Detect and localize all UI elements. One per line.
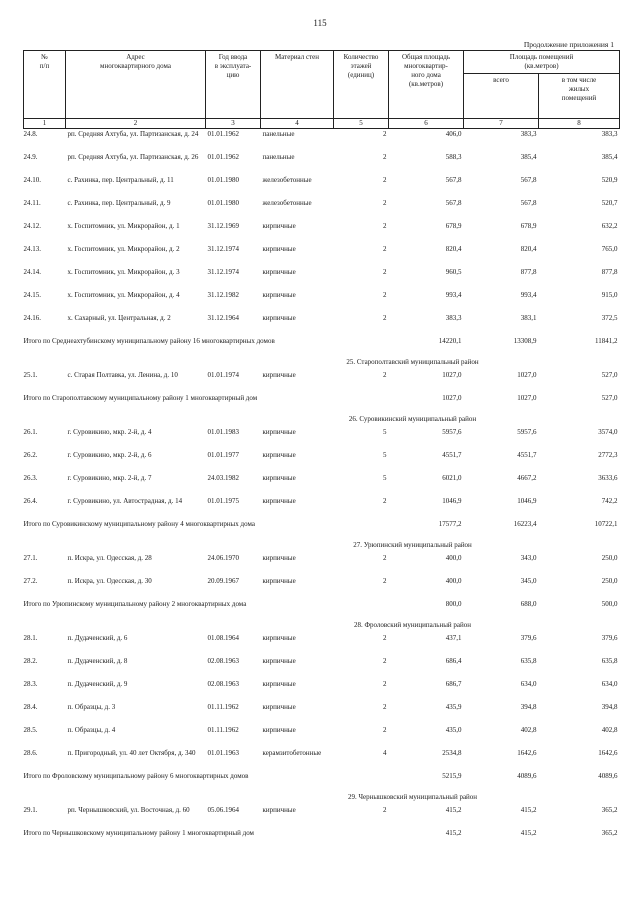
total-area-cell: 14220,1 (438, 337, 462, 345)
total-row (24, 519, 620, 541)
premises-all-cell: 385,4 (520, 153, 537, 161)
living-area-cell: 527,0 (601, 394, 618, 402)
wall-material-cell: кирпичные (262, 474, 296, 482)
premises-all-cell: 383,3 (520, 130, 537, 138)
total-area-cell: 1046,9 (442, 497, 462, 505)
total-area-cell: 406,0 (445, 130, 462, 138)
premises-all-cell: 877,8 (520, 268, 537, 276)
wall-material-cell: кирпичные (262, 314, 296, 322)
year-cell: 02.08.1963 (207, 680, 239, 688)
floors-cell: 2 (383, 554, 387, 562)
wall-material-cell: кирпичные (262, 680, 296, 688)
address-cell: х. Госпитомник, ул. Микрорайон, д. 4 (67, 291, 180, 299)
premises-all-cell: 1027,0 (517, 394, 537, 402)
total-area-cell: 2534,8 (442, 749, 462, 757)
section-title: 26. Суровикинский муниципальный район (348, 415, 477, 423)
empty-cell (334, 771, 389, 793)
total-area-cell: 17577,2 (438, 520, 462, 528)
table-row (24, 427, 620, 450)
row-number: 24.16. (23, 314, 41, 322)
premises-all-cell: 678,9 (520, 222, 537, 230)
total-area-cell: 588,3 (445, 153, 462, 161)
premises-all-cell: 634,0 (520, 680, 537, 688)
premises-all-cell: 415,2 (520, 829, 537, 837)
floors-cell: 4 (383, 749, 387, 757)
address-cell: х. Госпитомник, ул. Микрорайон, д. 1 (67, 222, 180, 230)
premises-all-cell: 402,8 (520, 726, 537, 734)
header-text: Адрес многоквартирного дома (100, 53, 171, 70)
wall-material-cell: кирпичные (262, 726, 296, 734)
header-total-area (389, 51, 464, 119)
row-number: 24.12. (23, 222, 41, 230)
living-area-cell: 632,2 (601, 222, 618, 230)
total-area-cell: 1027,0 (442, 371, 462, 379)
year-cell: 01.01.1962 (207, 153, 239, 161)
address-cell: п. Искра, ул. Одесская, д. 28 (67, 554, 152, 562)
empty-cell (24, 793, 206, 805)
section-title-row (24, 358, 620, 370)
table-row (24, 553, 620, 576)
total-label: Итого по Старополтавскому муниципальному району 1 многоквартирный дом (23, 394, 258, 402)
column-number: 4 (261, 119, 334, 129)
living-area-cell: 742,2 (601, 497, 618, 505)
living-area-cell: 877,8 (601, 268, 618, 276)
total-area-cell: 686,7 (445, 680, 462, 688)
table-row (24, 175, 620, 198)
table-row (24, 221, 620, 244)
row-number: 24.10. (23, 176, 41, 184)
address-cell: п. Образцы, д. 4 (67, 726, 116, 734)
column-number: 8 (539, 119, 620, 129)
living-area-cell: 250,0 (601, 554, 618, 562)
floors-cell: 2 (383, 153, 387, 161)
table-row (24, 633, 620, 656)
floors-cell: 2 (383, 291, 387, 299)
total-area-cell: 6021,0 (442, 474, 462, 482)
page-number: 115 (313, 18, 327, 28)
empty-cell (24, 358, 206, 370)
premises-all-cell: 379,6 (520, 634, 537, 642)
row-number: 29.1. (23, 806, 38, 814)
address-cell: рп. Средняя Ахтуба, ул. Партизанская, д. 24 (67, 130, 199, 138)
row-number: 24.9. (23, 153, 38, 161)
year-cell: 01.01.1983 (207, 428, 239, 436)
address-cell: с. Рахинка, пер. Центральный, д. 9 (67, 199, 171, 207)
floors-cell: 2 (383, 314, 387, 322)
wall-material-cell: кирпичные (262, 222, 296, 230)
section-title: 25. Старополтавский муниципальный район (346, 358, 479, 366)
year-cell: 31.12.1974 (207, 245, 239, 253)
total-label: Итого по Чернышковскому муниципальному району 1 многоквартирный дом (23, 829, 254, 837)
address-cell: х. Госпитомник, ул. Микрорайон, д. 2 (67, 245, 180, 253)
year-cell: 01.11.1962 (207, 703, 239, 711)
total-area-cell: 678,9 (445, 222, 462, 230)
total-area-cell: 993,4 (445, 291, 462, 299)
total-row (24, 828, 620, 850)
column-number: 6 (389, 119, 464, 129)
total-area-cell: 5957,6 (442, 428, 462, 436)
wall-material-cell: кирпичные (262, 268, 296, 276)
total-label: Итого по Суровикинскому муниципальному району 4 многоквартирных дома (23, 520, 255, 528)
living-area-cell: 379,6 (601, 634, 618, 642)
header-text: всего (493, 76, 509, 84)
row-number: 28.6. (23, 749, 38, 757)
address-cell: п. Искра, ул. Одесская, д. 30 (67, 577, 152, 585)
floors-cell: 5 (383, 428, 387, 436)
row-number: 26.4. (23, 497, 38, 505)
header-text: Площадь помещений (кв.метров) (509, 53, 574, 70)
empty-cell (334, 519, 389, 541)
total-area-cell: 686,4 (445, 657, 462, 665)
premises-all-cell: 394,8 (520, 703, 537, 711)
year-cell: 05.06.1964 (207, 806, 239, 814)
header-premises-area (464, 51, 620, 74)
section-title-row (24, 415, 620, 427)
floors-cell: 2 (383, 176, 387, 184)
table-row (24, 725, 620, 748)
table-row (24, 748, 620, 771)
living-area-cell: 383,3 (601, 130, 618, 138)
address-cell: х. Госпитомник, ул. Микрорайон, д. 3 (67, 268, 180, 276)
premises-all-cell: 1046,9 (517, 497, 537, 505)
premises-all-cell: 688,0 (520, 600, 537, 608)
column-number: 3 (206, 119, 261, 129)
table-header (24, 51, 620, 129)
address-cell: рп. Чернышковский, ул. Восточная, д. 60 (67, 806, 190, 814)
header-wall (261, 51, 334, 119)
row-number: 27.2. (23, 577, 38, 585)
wall-material-cell: железобетонные (262, 199, 312, 207)
column-number: 5 (334, 119, 389, 129)
table-row (24, 496, 620, 519)
total-area-cell: 5215,9 (442, 772, 462, 780)
living-area-cell: 11841,2 (595, 337, 618, 345)
premises-all-cell: 5957,6 (517, 428, 537, 436)
table-row (24, 244, 620, 267)
header-living (539, 74, 620, 119)
table-row (24, 370, 620, 393)
table-row (24, 313, 620, 336)
floors-cell: 5 (383, 474, 387, 482)
wall-material-cell: кирпичные (262, 428, 296, 436)
header-text: Год ввода в эксплуата- цию (214, 53, 252, 79)
premises-all-cell: 4667,2 (517, 474, 537, 482)
year-cell: 01.01.1975 (207, 497, 239, 505)
living-area-cell: 635,8 (601, 657, 618, 665)
header-text: Количество этажей (единиц) (343, 53, 379, 79)
total-area-cell: 567,8 (445, 199, 462, 207)
row-number: 27.1. (23, 554, 38, 562)
living-area-cell: 520,7 (601, 199, 618, 207)
header-num (24, 51, 66, 119)
table-row (24, 450, 620, 473)
total-row (24, 393, 620, 415)
row-number: 24.8. (23, 130, 38, 138)
total-area-cell: 400,0 (445, 577, 462, 585)
year-cell: 31.12.1974 (207, 268, 239, 276)
continuation-label: Продолжение приложения 1 (523, 40, 614, 49)
table-row (24, 129, 620, 153)
living-area-cell: 520,9 (601, 176, 618, 184)
year-cell: 01.01.1963 (207, 749, 239, 757)
total-label: Итого по Среднеахтубинскому муниципальному району 16 многоквартирных домов (23, 337, 275, 345)
living-area-cell: 372,5 (601, 314, 618, 322)
header-year (206, 51, 261, 119)
floors-cell: 2 (383, 726, 387, 734)
row-number: 26.1. (23, 428, 38, 436)
table-row (24, 198, 620, 221)
living-area-cell: 634,0 (601, 680, 618, 688)
total-label: Итого по Урюпинскому муниципальному району 2 многоквартирных дома (23, 600, 247, 608)
premises-all-cell: 383,1 (520, 314, 537, 322)
premises-all-cell: 1027,0 (517, 371, 537, 379)
wall-material-cell: кирпичные (262, 577, 296, 585)
total-row (24, 336, 620, 358)
floors-cell: 2 (383, 245, 387, 253)
wall-material-cell: кирпичные (262, 245, 296, 253)
header-text: Общая площадь многоквартир- ного дома (кв.метров) (401, 53, 451, 88)
premises-all-cell: 16223,4 (513, 520, 537, 528)
premises-all-cell: 13308,9 (513, 337, 537, 345)
premises-all-cell: 993,4 (520, 291, 537, 299)
total-area-cell: 820,4 (445, 245, 462, 253)
living-area-cell: 3633,6 (598, 474, 618, 482)
row-number: 26.2. (23, 451, 38, 459)
section-title-row (24, 793, 620, 805)
year-cell: 24.06.1970 (207, 554, 239, 562)
living-area-cell: 500,0 (601, 600, 618, 608)
header-text: № п/п (39, 53, 50, 70)
table-body (24, 129, 620, 851)
total-area-cell: 4551,7 (442, 451, 462, 459)
living-area-cell: 365,2 (601, 806, 618, 814)
wall-material-cell: кирпичные (262, 451, 296, 459)
year-cell: 02.08.1963 (207, 657, 239, 665)
total-area-cell: 1027,0 (442, 394, 462, 402)
year-cell: 31.12.1964 (207, 314, 239, 322)
year-cell: 01.01.1980 (207, 199, 239, 207)
table-row (24, 805, 620, 828)
empty-cell (334, 336, 389, 358)
year-cell: 31.12.1969 (207, 222, 239, 230)
year-cell: 24.03.1982 (207, 474, 239, 482)
wall-material-cell: кирпичные (262, 291, 296, 299)
section-title: 29. Чернышковский муниципальный район (347, 793, 478, 801)
premises-all-cell: 343,0 (520, 554, 537, 562)
year-cell: 01.01.1974 (207, 371, 239, 379)
empty-cell (24, 541, 206, 553)
living-area-cell: 385,4 (601, 153, 618, 161)
address-cell: с. Старая Полтавка, ул. Ленина, д. 10 (67, 371, 178, 379)
section-title: 27. Урюпинский муниципальный район (353, 541, 472, 549)
floors-cell: 2 (383, 657, 387, 665)
year-cell: 01.01.1962 (207, 130, 239, 138)
empty-cell (24, 621, 206, 633)
row-number: 28.3. (23, 680, 38, 688)
total-row (24, 599, 620, 621)
table-row (24, 267, 620, 290)
table-row (24, 702, 620, 725)
floors-cell: 2 (383, 199, 387, 207)
address-cell: г. Суровикино, ул. Автострадная, д. 14 (67, 497, 183, 505)
year-cell: 01.08.1964 (207, 634, 239, 642)
wall-material-cell: кирпичные (262, 371, 296, 379)
living-area-cell: 4089,6 (598, 772, 618, 780)
row-number: 24.14. (23, 268, 41, 276)
premises-all-cell: 567,8 (520, 199, 537, 207)
year-cell: 31.12.1982 (207, 291, 239, 299)
column-number: 7 (464, 119, 539, 129)
floors-cell: 2 (383, 577, 387, 585)
row-number: 24.11. (23, 199, 41, 207)
premises-all-cell: 635,8 (520, 657, 537, 665)
table-row (24, 576, 620, 599)
column-number: 1 (24, 119, 66, 129)
table-row (24, 152, 620, 175)
premises-all-cell: 4089,6 (517, 772, 537, 780)
total-area-cell: 415,2 (445, 829, 462, 837)
total-area-cell: 415,2 (445, 806, 462, 814)
table-row (24, 473, 620, 496)
empty-cell (24, 415, 206, 427)
total-area-cell: 567,8 (445, 176, 462, 184)
wall-material-cell: кирпичные (262, 497, 296, 505)
section-title: 28. Фроловский муниципальный район (353, 621, 471, 629)
wall-material-cell: кирпичные (262, 703, 296, 711)
year-cell: 01.01.1977 (207, 451, 239, 459)
empty-cell (334, 393, 389, 415)
wall-material-cell: кирпичные (262, 554, 296, 562)
premises-all-cell: 4551,7 (517, 451, 537, 459)
floors-cell: 2 (383, 806, 387, 814)
address-cell: п. Дудаченский, д. 6 (67, 634, 128, 642)
total-area-cell: 437,1 (445, 634, 462, 642)
wall-material-cell: кирпичные (262, 634, 296, 642)
row-number: 28.5. (23, 726, 38, 734)
total-area-cell: 800,0 (445, 600, 462, 608)
living-area-cell: 527,0 (601, 371, 618, 379)
premises-all-cell: 415,2 (520, 806, 537, 814)
row-number: 24.13. (23, 245, 41, 253)
wall-material-cell: кирпичные (262, 657, 296, 665)
row-number: 24.15. (23, 291, 41, 299)
address-cell: х. Сахарный, ул. Центральная, д. 2 (67, 314, 171, 322)
living-area-cell: 765,0 (601, 245, 618, 253)
column-number: 2 (66, 119, 206, 129)
column-numbers-row (24, 119, 620, 129)
living-area-cell: 402,8 (601, 726, 618, 734)
living-area-cell: 10722,1 (594, 520, 618, 528)
floors-cell: 5 (383, 451, 387, 459)
address-cell: г. Суровикино, мкр. 2-й, д. 7 (67, 474, 152, 482)
total-label: Итого по Фроловскому муниципальному району 6 многоквартирных домов (23, 772, 249, 780)
living-area-cell: 915,0 (601, 291, 618, 299)
wall-material-cell: железобетонные (262, 176, 312, 184)
section-title-row (24, 621, 620, 633)
row-number: 26.3. (23, 474, 38, 482)
table-row (24, 656, 620, 679)
table-row (24, 290, 620, 313)
floors-cell: 2 (383, 268, 387, 276)
total-area-cell: 435,9 (445, 703, 462, 711)
empty-cell (334, 828, 389, 850)
floors-cell: 2 (383, 130, 387, 138)
premises-all-cell: 820,4 (520, 245, 537, 253)
premises-all-cell: 567,8 (520, 176, 537, 184)
header-floors (334, 51, 389, 119)
header-text: в том числе жилых помещений (561, 76, 597, 102)
total-area-cell: 435,0 (445, 726, 462, 734)
houses-table (23, 50, 620, 850)
table-row (24, 679, 620, 702)
total-area-cell: 400,0 (445, 554, 462, 562)
row-number: 25.1. (23, 371, 38, 379)
header-text: Материал стен (275, 53, 319, 61)
floors-cell: 2 (383, 497, 387, 505)
address-cell: г. Суровикино, мкр. 2-й, д. 4 (67, 428, 152, 436)
living-area-cell: 2772,3 (598, 451, 618, 459)
premises-all-cell: 345,0 (520, 577, 537, 585)
header-all (464, 74, 539, 119)
premises-all-cell: 1642,6 (517, 749, 537, 757)
address-cell: п. Образцы, д. 3 (67, 703, 116, 711)
header-address (66, 51, 206, 119)
year-cell: 01.11.1962 (207, 726, 239, 734)
living-area-cell: 365,2 (601, 829, 618, 837)
living-area-cell: 1642,6 (598, 749, 618, 757)
total-area-cell: 960,5 (445, 268, 462, 276)
wall-material-cell: панельные (262, 153, 295, 161)
section-title-row (24, 541, 620, 553)
address-cell: п. Дудаченский, д. 9 (67, 680, 128, 688)
wall-material-cell: панельные (262, 130, 295, 138)
wall-material-cell: кирпичные (262, 806, 296, 814)
floors-cell: 2 (383, 634, 387, 642)
year-cell: 20.09.1967 (207, 577, 239, 585)
living-area-cell: 394,8 (601, 703, 618, 711)
address-cell: рп. Средняя Ахтуба, ул. Партизанская, д. 26 (67, 153, 199, 161)
address-cell: п. Пригородный, ул. 40 лет Октября, д. 340 (67, 749, 196, 757)
year-cell: 01.01.1980 (207, 176, 239, 184)
floors-cell: 2 (383, 680, 387, 688)
row-number: 28.2. (23, 657, 38, 665)
row-number: 28.4. (23, 703, 38, 711)
wall-material-cell: керамзитобетонные (262, 749, 322, 757)
floors-cell: 2 (383, 703, 387, 711)
total-area-cell: 383,3 (445, 314, 462, 322)
total-row (24, 771, 620, 793)
address-cell: с. Рахинка, пер. Центральный, д. 11 (67, 176, 174, 184)
row-number: 28.1. (23, 634, 38, 642)
empty-cell (334, 599, 389, 621)
floors-cell: 2 (383, 222, 387, 230)
address-cell: г. Суровикино, мкр. 2-й, д. 6 (67, 451, 152, 459)
living-area-cell: 3574,0 (598, 428, 618, 436)
living-area-cell: 250,0 (601, 577, 618, 585)
floors-cell: 2 (383, 371, 387, 379)
address-cell: п. Дудаченский, д. 8 (67, 657, 128, 665)
